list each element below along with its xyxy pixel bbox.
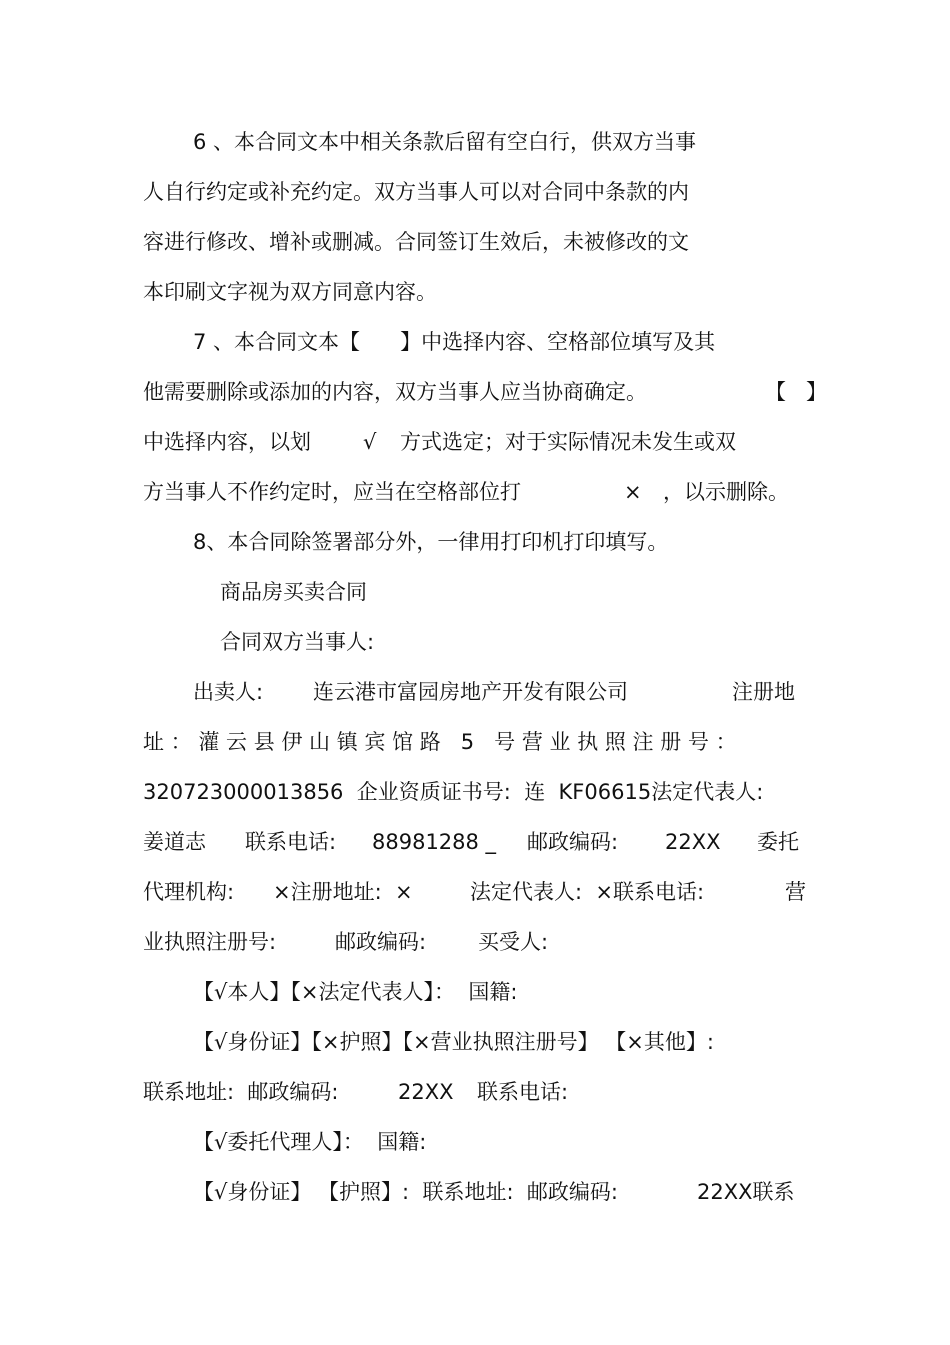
clause7-line1: 7 、本合同文本【 】中选择内容、空格部位填写及其: [193, 330, 716, 354]
clause6-line2: 人自行约定或补充约定。双方当事人可以对合同中条款的内: [143, 180, 689, 204]
buyer-line1: 【√本人】【×法定代表人】： 国籍:: [193, 980, 518, 1004]
seller-line3: 320723000013856 企业资质证书号: 连 KF06615法定代表人:: [143, 780, 764, 804]
clause7-line2: 他需要删除或添加的内容，双方当事人应当协商确定。 【 】: [143, 380, 828, 404]
buyer-line3: 联系地址: 邮政编码: 22XX 联系电话:: [143, 1080, 569, 1104]
seller-line2: 址 ： 灌 云 县 伊 山 镇 宾 馆 路 5 号 营 业 执 照 注 册 号 ：: [143, 730, 737, 754]
buyer-line2: 【√身份证】【×护照】【×营业执照注册号】 【×其他】:: [193, 1030, 714, 1054]
contract-title: 商品房买卖合同: [220, 580, 367, 604]
seller-line6: 业执照注册号: 邮政编码: 买受人:: [143, 930, 549, 954]
buyer-agent-docs: 【√身份证】 【护照】: 联系地址: 邮政编码: 22XX联系: [193, 1180, 795, 1204]
seller-line5: 代理机构: ×注册地址: × 法定代表人: ×联系电话: 营: [143, 880, 806, 904]
clause6-line3: 容进行修改、增补或删减。合同签订生效后，未被修改的文: [143, 230, 689, 254]
clause6-line1: 6 、本合同文本中相关条款后留有空白行，供双方当事: [193, 130, 697, 154]
clause8: 8、本合同除签署部分外，一律用打印机打印填写。: [193, 530, 669, 554]
clause7-line3: 中选择内容，以划 √ 方式选定；对于实际情况未发生或双: [143, 430, 736, 454]
seller-line1: 出卖人: 连云港市富园房地产开发有限公司 注册地: [193, 680, 795, 704]
seller-line4: 姜道志 联系电话: 88981288 _ 邮政编码: 22XX 委托: [143, 830, 799, 854]
clause6-line4: 本印刷文字视为双方同意内容。: [143, 280, 437, 304]
clause7-line4: 方当事人不作约定时，应当在空格部位打 × ，以示删除。: [143, 480, 789, 504]
parties-heading: 合同双方当事人:: [220, 630, 375, 654]
buyer-agent-line: 【√委托代理人】： 国籍:: [193, 1130, 427, 1154]
